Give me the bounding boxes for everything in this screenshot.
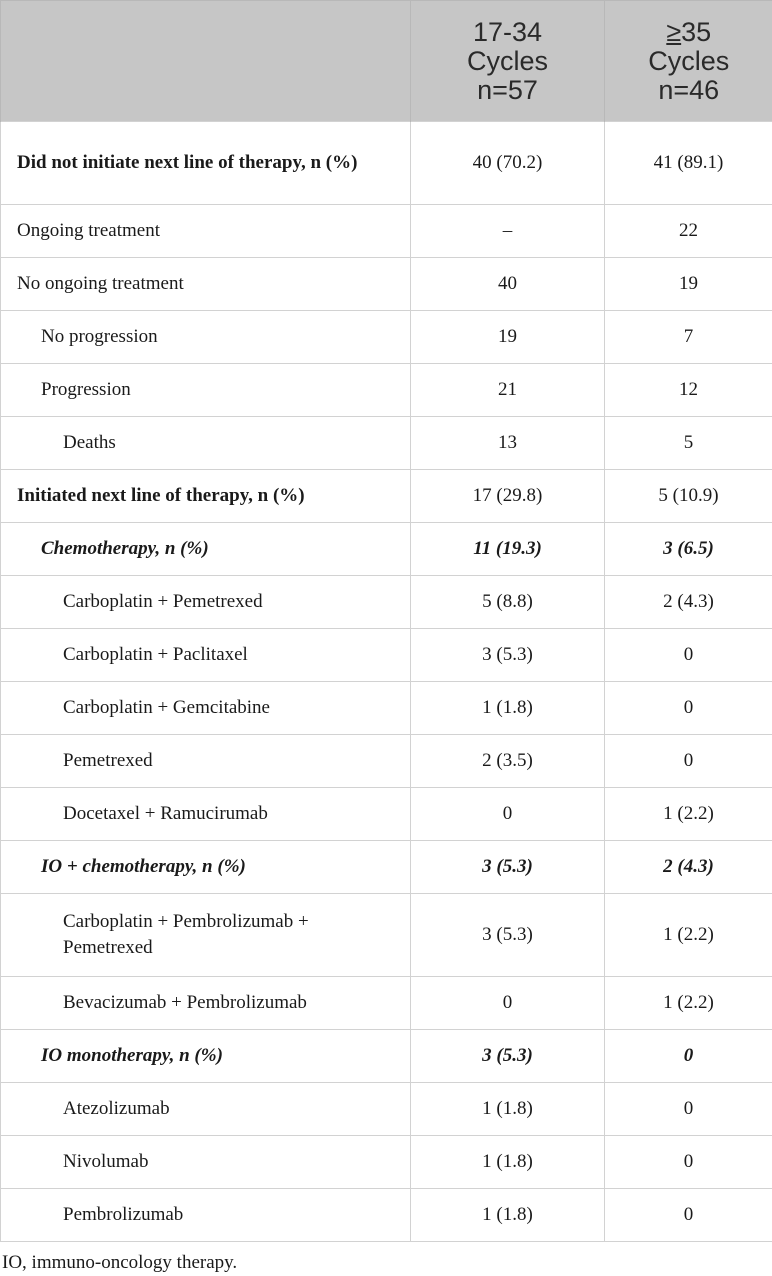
row-label: IO monotherapy, n (%) [1, 1030, 411, 1083]
row-label [1, 894, 411, 977]
value-17-34: 0 [411, 788, 605, 841]
header-label-cell [1, 1, 411, 122]
value-17-34: 3 (5.3) [411, 894, 605, 977]
header-17-34-cycles [411, 1, 605, 122]
row-label: Initiated next line of therapy, n (%) [1, 470, 411, 523]
value-17-34: 3 (5.3) [411, 1030, 605, 1083]
row-label: Bevacizumab + Pembrolizumab [1, 977, 411, 1030]
value-35-plus: 41 (89.1) [605, 122, 772, 205]
table-row [1, 788, 772, 841]
row-label-text: Did not initiate next line of therapy, n (%) [17, 152, 358, 173]
row-label: Pembrolizumab [1, 1189, 411, 1242]
table-row [1, 629, 772, 682]
row-label: Ongoing treatment [1, 205, 411, 258]
value-35-plus: 0 [605, 1189, 772, 1242]
row-label: Carboplatin + Gemcitabine [1, 682, 411, 735]
value-17-34: 1 (1.8) [411, 1083, 605, 1136]
table-row [1, 1030, 772, 1083]
row-label: Carboplatin + Paclitaxel [1, 629, 411, 682]
value-17-34: 5 (8.8) [411, 576, 605, 629]
row-label: No ongoing treatment [1, 258, 411, 311]
value-35-plus: 0 [605, 682, 772, 735]
row-label: Docetaxel + Ramucirumab [1, 788, 411, 841]
row-label: Deaths [1, 417, 411, 470]
value-17-34: 40 (70.2) [411, 122, 605, 205]
row-label: Carboplatin + Pemetrexed [1, 576, 411, 629]
value-17-34: 3 (5.3) [411, 841, 605, 894]
value-17-34: 11 (19.3) [411, 523, 605, 576]
value-17-34: – [411, 205, 605, 258]
table-row [1, 1083, 772, 1136]
value-35-plus: 1 (2.2) [605, 977, 772, 1030]
table-row [1, 311, 772, 364]
header-col3-line1-number: 35 [681, 16, 712, 47]
row-label [1, 122, 411, 205]
value-17-34: 40 [411, 258, 605, 311]
row-label: Atezolizumab [1, 1083, 411, 1136]
value-17-34: 3 (5.3) [411, 629, 605, 682]
value-35-plus: 3 (6.5) [605, 523, 772, 576]
value-35-plus: 2 (4.3) [605, 576, 772, 629]
table-row [1, 470, 772, 523]
value-17-34: 1 (1.8) [411, 1189, 605, 1242]
row-label: Pemetrexed [1, 735, 411, 788]
value-35-plus: 0 [605, 1083, 772, 1136]
table-row [1, 894, 772, 977]
value-35-plus: 7 [605, 311, 772, 364]
value-17-34: 13 [411, 417, 605, 470]
value-35-plus: 5 (10.9) [605, 470, 772, 523]
table-row [1, 258, 772, 311]
header-col2-line2: Cycles [466, 45, 548, 76]
row-label: IO + chemotherapy, n (%) [1, 841, 411, 894]
header-row [1, 1, 772, 122]
table-row [1, 1189, 772, 1242]
value-35-plus: 5 [605, 417, 772, 470]
table-row [1, 1136, 772, 1189]
value-35-plus: 22 [605, 205, 772, 258]
value-35-plus: 19 [605, 258, 772, 311]
value-17-34: 1 (1.8) [411, 1136, 605, 1189]
value-17-34: 0 [411, 977, 605, 1030]
value-17-34: 19 [411, 311, 605, 364]
table-row [1, 417, 772, 470]
table-row [1, 364, 772, 417]
value-17-34: 17 (29.8) [411, 470, 605, 523]
value-35-plus: 0 [605, 1030, 772, 1083]
row-label: Chemotherapy, n (%) [1, 523, 411, 576]
value-35-plus: 0 [605, 629, 772, 682]
table-footnote: IO, immuno-oncology therapy. [2, 1252, 238, 1273]
value-17-34: 21 [411, 364, 605, 417]
row-label: Nivolumab [1, 1136, 411, 1189]
header-col3-line3: n=46 [658, 74, 720, 105]
table-row [1, 205, 772, 258]
row-label: Progression [1, 364, 411, 417]
value-35-plus: 1 (2.2) [605, 788, 772, 841]
header-35-plus-cycles [605, 1, 772, 122]
header-col2-line3: n=57 [477, 74, 538, 105]
table-row [1, 523, 772, 576]
table-row [1, 735, 772, 788]
value-35-plus: 12 [605, 364, 772, 417]
table-row [1, 122, 772, 205]
row-label-text: Carboplatin + Pembrolizumab + Pemetrexed [63, 911, 309, 958]
header-col3-line2: Cycles [648, 45, 730, 76]
header-col3-line1 [605, 18, 772, 47]
table-row [1, 576, 772, 629]
value-35-plus: 2 (4.3) [605, 841, 772, 894]
greater-equal-symbol: ≥ [666, 16, 682, 47]
value-35-plus: 0 [605, 735, 772, 788]
value-17-34: 2 (3.5) [411, 735, 605, 788]
value-17-34: 1 (1.8) [411, 682, 605, 735]
table-row [1, 682, 772, 735]
header-col2-line1: 17-34 [472, 16, 543, 47]
row-label: No progression [1, 311, 411, 364]
value-35-plus: 0 [605, 1136, 772, 1189]
table-row [1, 977, 772, 1030]
value-35-plus: 1 (2.2) [605, 894, 772, 977]
table-row [1, 841, 772, 894]
